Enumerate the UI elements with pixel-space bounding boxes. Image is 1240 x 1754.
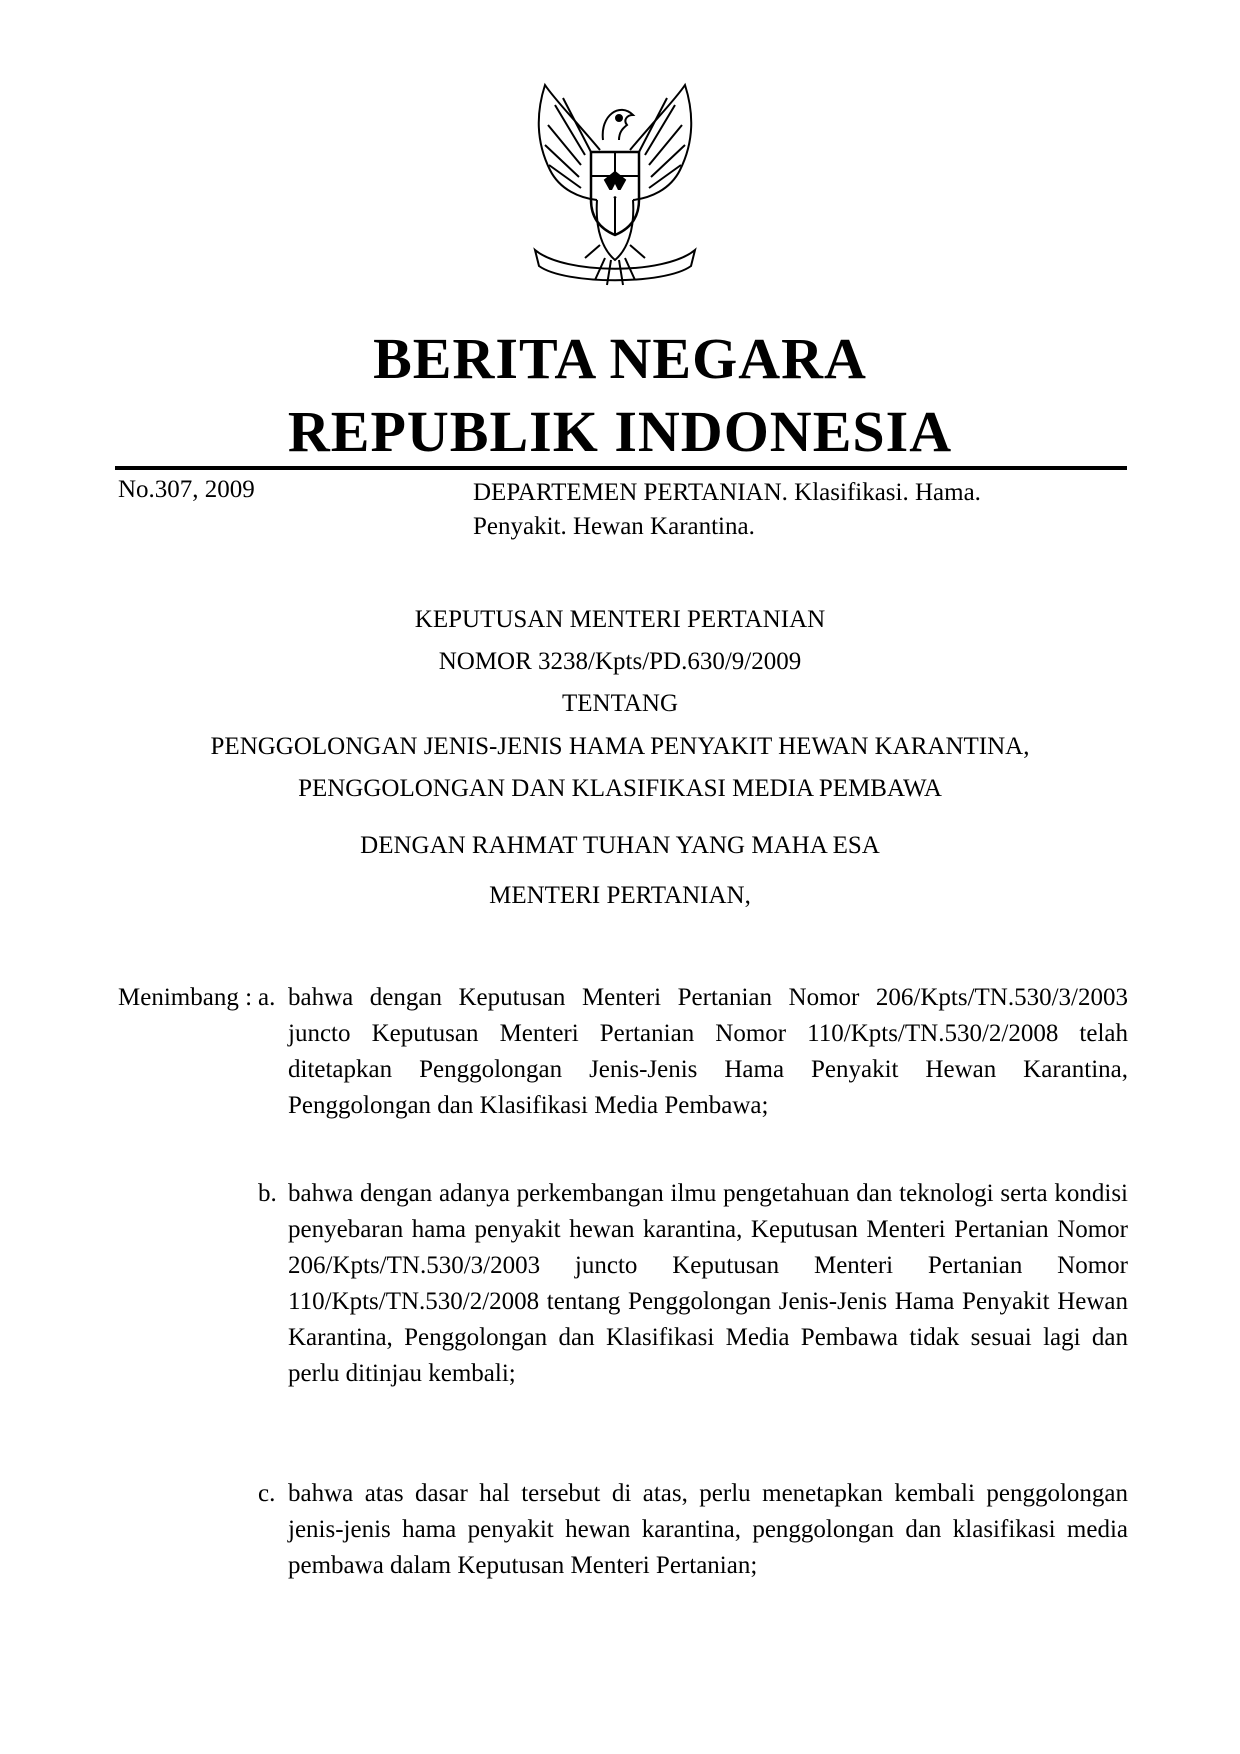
decree-blessing: DENGAN RAHMAT TUHAN YANG MAHA ESA <box>360 832 880 859</box>
considering-item <box>258 980 1128 1124</box>
issue-department-line: Penyakit. Hewan Karantina. <box>473 513 755 540</box>
item-letter: b. <box>258 1180 277 1207</box>
decree-subject-line: PENGGOLONGAN DAN KLASIFIKASI MEDIA PEMBAWA <box>298 775 942 802</box>
item-text: bahwa dengan adanya perkembangan ilmu pengetahuan dan teknologi serta kondisi penyebaran hama penyakit hewan karantina, Keputusan Menteri Pertanian Nomor 206/Kpts/TN.530/3/2003 juncto Keputusan Menteri Pertanian Nomor 110/Kpts/TN.530/2/2008 tentang Penggolongan Jenis-Jenis Hama Penyakit Hewan Karantina, Penggolongan dan Klasifikasi Media Pembawa tidak sesuai lagi dan perlu ditinjau kembali; <box>288 1180 1128 1387</box>
considering-item <box>258 1176 1128 1392</box>
decree-subject-line: PENGGOLONGAN JENIS-JENIS HAMA PENYAKIT HEWAN KARANTINA, <box>210 733 1030 760</box>
masthead-subtitle: REPUBLIK INDONESIA <box>287 399 953 464</box>
masthead-title: BERITA NEGARA <box>373 326 867 391</box>
item-text: bahwa dengan Keputusan Menteri Pertanian Nomor 206/Kpts/TN.530/3/2003 juncto Keputusan Menteri Pertanian Nomor 110/Kpts/TN.530/2/2008 telah ditetapkan Penggolongan Jenis-Jenis Hama Penyakit Hewan Karantina, Penggolongan dan Klasifikasi Media Pembawa; <box>288 984 1128 1119</box>
issue-department-line: DEPARTEMEN PERTANIAN. Klasifikasi. Hama. <box>473 479 981 506</box>
item-letter: c. <box>258 1480 276 1507</box>
decree-minister: MENTERI PERTANIAN, <box>489 882 751 909</box>
item-letter: a. <box>258 984 276 1011</box>
garuda-emblem-icon <box>515 80 715 295</box>
issue-number: No.307, 2009 <box>118 476 255 503</box>
header-divider <box>115 466 1127 470</box>
decree-about: TENTANG <box>561 690 679 717</box>
item-text: bahwa atas dasar hal tersebut di atas, perlu menetapkan kembali penggolongan jenis-jenis hama penyakit hewan karantina, penggolongan dan klasifikasi media pembawa dalam Keputusan Menteri Pertanian; <box>288 1480 1128 1579</box>
considering-label: Menimbang : <box>118 984 253 1011</box>
considering-item <box>258 1476 1128 1584</box>
decree-title: KEPUTUSAN MENTERI PERTANIAN <box>414 606 826 633</box>
issue-department <box>473 476 1133 544</box>
decree-number: NOMOR 3238/Kpts/PD.630/9/2009 <box>438 648 802 675</box>
